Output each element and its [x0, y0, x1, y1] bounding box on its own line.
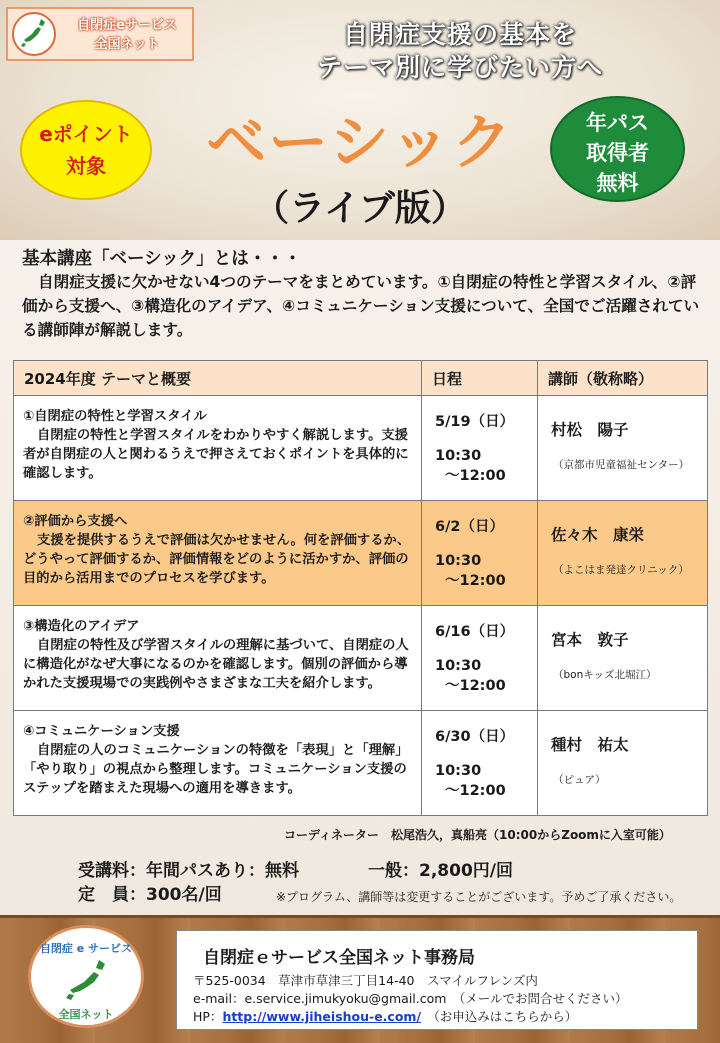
lecturer-name: 宮本 敦子 [551, 631, 629, 649]
theme-title: ①自閉症の特性と学習スタイル [23, 409, 207, 424]
date-cell [422, 606, 538, 711]
page-subtitle: （ライブ版） [253, 188, 467, 229]
theme-cell [14, 396, 422, 501]
capacity: 定 員：300名/回 [78, 885, 222, 905]
pass-badge-line-3: 無料 [596, 171, 639, 195]
table-row [14, 501, 708, 606]
intro-heading: 基本講座「ベーシック」とは・・・ [22, 249, 302, 269]
brand-logo [6, 7, 194, 61]
hp-label: HP： [193, 1009, 223, 1024]
lecturer-cell [538, 396, 708, 501]
theme-cell [14, 606, 422, 711]
epoint-badge-line-2: 対象 [66, 154, 106, 178]
email-address[interactable]: e.service.jimukyoku@gmail.com [244, 991, 447, 1006]
header-lecturer: 講師（敬称略） [538, 361, 708, 396]
japan-map-icon [59, 956, 115, 1004]
lecturer-name: 種村 祐太 [551, 736, 629, 754]
theme-description: 自閉症の特性と学習スタイルをわかりやすく解説します。支援者が自閉症の人と関わるうえで押さえておくポイントを具体的に確認します。 [23, 428, 409, 481]
fee-pass: 受講料：年間パスあり：無料 [78, 861, 299, 881]
theme-cell [14, 501, 422, 606]
headline-line-2: テーマ別に学びたい方へ [316, 53, 603, 82]
hp-note: （お申込みはこちらから） [433, 1009, 578, 1024]
theme-title: ③構造化のアイデア [23, 619, 140, 634]
epoint-badge [20, 100, 152, 200]
email-note: （メールでお問合せください） [458, 991, 628, 1006]
footer-logo-top-text: 自閉症 e サービス [39, 942, 133, 955]
table-row [14, 711, 708, 816]
lecturer-affiliation: （京都市児童福祉センター） [553, 459, 690, 471]
theme-cell [14, 711, 422, 816]
office-hp-line [193, 1007, 577, 1025]
fee-general: 一般：2,800円/回 [368, 861, 513, 881]
date-cell [422, 501, 538, 606]
theme-description: 自閉症の特性及び学習スタイルの理解に基づいて、自閉症の人に構造化がなぜ大事になるのかを確認します。個別の評価から導かれた支援現場での実践例やさまざまな工夫を紹介します。 [23, 638, 409, 691]
office-address: 〒525-0034 草津市草津三丁目14-40 スマイルフレンズ内 [193, 973, 538, 988]
coordinator-note: コーディネーター 松尾浩久，真船亮（10:00からZoomに入室可能） [284, 828, 671, 842]
lecturer-name: 村松 陽子 [551, 421, 629, 439]
pass-badge-line-1: 年パス [586, 111, 649, 135]
office-contact-box [176, 930, 698, 1030]
lecturer-cell [538, 501, 708, 606]
intro-body: 自閉症支援に欠かせない4つのテーマをまとめています。①自閉症の特性と学習スタイル、②評価から支援へ、③構造化のアイデア、④コミュニケーション支援について、全国でご活躍されている講師陣が解説します。 [22, 273, 700, 339]
table-header-row [14, 361, 708, 396]
office-email-line [193, 989, 627, 1007]
session-date: 5/19（日） [435, 414, 515, 430]
lecturer-name: 佐々木 康栄 [551, 526, 645, 544]
lecturer-affiliation: （よこはま発達クリニック） [553, 564, 689, 576]
footer-logo [28, 925, 144, 1028]
theme-title: ④コミュニケーション支援 [23, 724, 180, 739]
session-date: 6/2（日） [435, 519, 504, 535]
session-start: 10:30 [435, 763, 482, 779]
footer-logo-bottom-text: 全国ネット [58, 1008, 114, 1021]
homepage-link[interactable]: http://www.jiheishou-e.com/ [222, 1009, 422, 1024]
date-cell [422, 711, 538, 816]
session-end: ～12:00 [445, 783, 506, 799]
table-row [14, 606, 708, 711]
session-date: 6/16（日） [435, 624, 515, 640]
brand-line-1: 自閉症eサービス [77, 18, 177, 33]
session-start: 10:30 [435, 553, 482, 569]
theme-description: 自閉症の人のコミュニケーションの特徴を「表現」と「理解」「やり取り」の視点から整理します。コミュニケーション支援のステップを踏まえた現場への適用を導きます。 [23, 743, 409, 796]
headline-line-1: 自閉症支援の基本を [342, 20, 577, 49]
table-row [14, 396, 708, 501]
header-theme: 2024年度 テーマと概要 [14, 361, 422, 396]
lecturer-affiliation: （ピュア） [553, 774, 606, 786]
headline [200, 18, 720, 84]
theme-description: 支援を提供するうえで評価は欠かせません。何を評価するか、どうやって評価するか、評価情報をどのように活かすか、評価の目的から活用までのプロセスを学びます。 [23, 533, 411, 586]
lecturer-affiliation: （bonキッズ北堀江） [553, 669, 657, 681]
session-end: ～12:00 [445, 468, 506, 484]
date-cell [422, 396, 538, 501]
change-notice: ※プログラム、講師等は変更することがございます。予めご了承ください。 [276, 890, 682, 904]
session-start: 10:30 [435, 448, 482, 464]
epoint-badge-line-1: eポイント [39, 122, 133, 146]
session-start: 10:30 [435, 658, 482, 674]
header-date: 日程 [422, 361, 538, 396]
page-title: ベーシック [206, 108, 514, 178]
lecturer-cell [538, 711, 708, 816]
email-label: e-mail： [193, 991, 245, 1006]
schedule-table [13, 360, 708, 816]
japan-map-icon [12, 12, 56, 56]
lecturer-cell [538, 606, 708, 711]
pass-badge-line-2: 取得者 [586, 141, 649, 165]
session-end: ～12:00 [445, 678, 506, 694]
theme-title: ②評価から支援へ [23, 514, 128, 529]
session-date: 6/30（日） [435, 729, 515, 745]
office-name: 自閉症ｅサービス全国ネット事務局 [203, 948, 475, 968]
brand-line-2: 全国ネット [94, 37, 160, 52]
session-end: ～12:00 [445, 573, 506, 589]
annual-pass-badge [550, 96, 685, 202]
